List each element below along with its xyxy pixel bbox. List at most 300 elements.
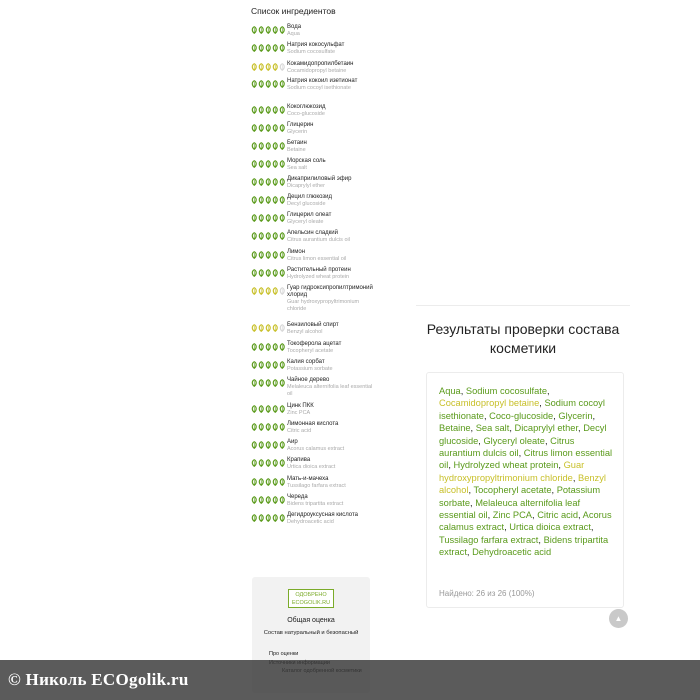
leaf-icon xyxy=(272,496,279,504)
rating-leaves xyxy=(251,44,287,52)
ingredient-item[interactable] xyxy=(251,158,376,176)
ingredient-text xyxy=(287,24,376,38)
ingredient-item[interactable] xyxy=(251,341,376,359)
ingredient-item[interactable] xyxy=(251,494,376,512)
leaf-icon xyxy=(258,459,265,467)
ingredient-item[interactable] xyxy=(251,476,376,494)
leaf-icon xyxy=(272,379,279,387)
ingredient-item[interactable] xyxy=(251,140,376,158)
rating-leaves xyxy=(251,459,287,467)
leaf-icon xyxy=(251,178,258,186)
ingredient-name-ru: Глицерил олеат xyxy=(287,212,332,218)
ingredient-name-latin: Potassium sorbate xyxy=(287,366,333,372)
ingredient-item[interactable] xyxy=(251,212,376,230)
ingredient-name-latin: Dehydroacetic acid xyxy=(287,519,334,525)
ingredient-name-latin: Glyceryl oleate xyxy=(287,219,324,225)
leaf-icon xyxy=(279,269,286,277)
ingredient-name-ru: Бензиловый спирт xyxy=(287,322,339,328)
leaf-icon xyxy=(265,441,272,449)
ingredient-name-ru: Чайное дерево xyxy=(287,377,330,383)
leaf-icon xyxy=(251,441,258,449)
ingredient-text xyxy=(287,61,376,75)
result-ingredient[interactable]: Hydrolyzed wheat protein xyxy=(453,460,559,471)
leaf-icon xyxy=(272,251,279,259)
result-ingredient[interactable]: Dicaprylyl ether xyxy=(514,423,579,434)
leaf-icon xyxy=(279,287,286,295)
result-ingredient[interactable]: Sodium cocoyl isethionate xyxy=(439,398,605,421)
leaf-icon xyxy=(279,496,286,504)
leaf-icon xyxy=(265,379,272,387)
link-about-ratings[interactable]: Про оценки xyxy=(269,651,299,657)
ingredient-item[interactable] xyxy=(251,359,376,377)
leaf-icon xyxy=(251,478,258,486)
leaf-icon xyxy=(272,232,279,240)
ingredient-text xyxy=(287,230,376,244)
leaf-icon xyxy=(251,361,258,369)
ingredient-item[interactable] xyxy=(251,194,376,212)
score-text: Состав натуральный и безопасный xyxy=(263,630,359,636)
ingredient-item[interactable] xyxy=(251,61,376,78)
leaf-icon xyxy=(251,232,258,240)
approved-badge xyxy=(288,589,334,608)
leaf-icon xyxy=(272,343,279,351)
divider xyxy=(416,305,630,306)
ingredient-name-latin: Sodium cocoyl isethionate xyxy=(287,85,351,91)
leaf-icon xyxy=(265,324,272,332)
ingredient-name-latin: Hydrolyzed wheat protein xyxy=(287,274,350,280)
ingredient-name-latin: Benzyl alcohol xyxy=(287,329,323,335)
leaf-icon xyxy=(258,232,265,240)
leaf-icon xyxy=(251,63,258,71)
result-ingredient[interactable]: Guar hydroxypropyltrimonium chloride xyxy=(439,460,585,483)
leaf-icon xyxy=(258,405,265,413)
leaf-icon xyxy=(279,514,286,522)
results-box xyxy=(426,372,624,608)
leaf-icon xyxy=(258,287,265,295)
ingredient-name-ru: Череда xyxy=(287,494,308,500)
result-ingredient[interactable]: Decyl glucoside xyxy=(439,423,607,446)
rating-leaves xyxy=(251,196,287,204)
ingredient-item[interactable] xyxy=(251,439,376,457)
leaf-icon xyxy=(258,478,265,486)
ingredient-name-ru: Натрия кокоил изетионат xyxy=(287,78,358,84)
leaf-icon xyxy=(279,405,286,413)
ingredient-text xyxy=(287,140,376,154)
watermark-text: © Николь ECOgolik.ru xyxy=(8,670,189,689)
rating-leaves xyxy=(251,63,287,71)
results-ingredients: Aqua, Sodium cocosulfate, Cocamidopropyl betaine, Sodium cocoyl isethionate, Coco-glucoside, Glycerin, Betaine, Sea salt, Dicaprylyl ether, Decyl glucoside, Glyceryl oleate, Citrus aurantium dulcis oil, Citrus limon essential oil, Hydrolyzed wheat protein, Guar hydroxypropyltrimonium chloride, Benzyl alcohol, Tocopheryl acetate, Potassium sorbate, Melaleuca alternifolia leaf essential oil, Zinc PCA, Citric acid, Acorus calamus extract, Urtica dioica extract, Tussilago farfara extract, Bidens tripartita extract, Dehydroacetic acid xyxy=(439,386,613,558)
leaf-icon xyxy=(272,106,279,114)
leaf-icon xyxy=(265,124,272,132)
rating-leaves xyxy=(251,160,287,168)
result-ingredient[interactable]: Benzyl alcohol xyxy=(439,472,606,496)
ingredient-name-latin: Aqua xyxy=(287,31,300,37)
leaf-icon xyxy=(258,80,265,88)
leaf-icon xyxy=(279,343,286,351)
result-ingredient[interactable]: Citrus aurantium dulcis oil xyxy=(439,435,575,459)
rating-leaves xyxy=(251,251,287,259)
leaf-icon xyxy=(265,63,272,71)
ingredient-name-latin: Citrus aurantium dulcis oil xyxy=(287,237,350,243)
leaf-icon xyxy=(258,269,265,277)
ingredient-item[interactable] xyxy=(251,24,376,42)
leaf-icon xyxy=(258,343,265,351)
leaf-icon xyxy=(279,160,286,168)
leaf-icon xyxy=(265,496,272,504)
ingredient-name-ru: Вода xyxy=(287,24,302,30)
leaf-icon xyxy=(258,196,265,204)
result-ingredient[interactable]: Cocamidopropyl betaine xyxy=(439,398,540,409)
ingredient-name-ru: Натрия кокосульфат xyxy=(287,42,345,48)
leaf-icon xyxy=(251,287,258,295)
leaf-icon xyxy=(272,142,279,150)
ingredient-name-ru: Растительный протеин xyxy=(287,267,351,273)
leaf-icon xyxy=(279,361,286,369)
result-ingredient[interactable]: Aqua xyxy=(439,386,461,396)
leaf-icon xyxy=(258,423,265,431)
leaf-icon xyxy=(251,26,258,34)
leaf-icon xyxy=(265,478,272,486)
ingredient-name-ru: Бетаин xyxy=(287,140,307,146)
ingredient-name-ru: Гуар гидроксипропилтримоний хлорид xyxy=(287,285,373,298)
leaf-icon xyxy=(279,124,286,132)
ingredient-name-ru: Дегидроуксусная кислота xyxy=(287,512,359,518)
leaf-icon xyxy=(251,251,258,259)
ingredient-name-ru: Морская соль xyxy=(287,158,326,164)
leaf-icon xyxy=(272,478,279,486)
rating-leaves xyxy=(251,514,287,522)
leaf-icon xyxy=(279,379,286,387)
leaf-icon xyxy=(272,160,279,168)
leaf-icon xyxy=(251,44,258,52)
leaf-icon xyxy=(265,26,272,34)
rating-leaves xyxy=(251,405,287,413)
rating-leaves xyxy=(251,80,287,88)
leaf-icon xyxy=(258,324,265,332)
leaf-icon xyxy=(272,423,279,431)
ingredient-text xyxy=(287,42,376,56)
leaf-icon xyxy=(258,251,265,259)
leaf-icon xyxy=(251,160,258,168)
ingredient-name-ru: Дикаприлиловый эфир xyxy=(287,176,352,182)
ingredient-text xyxy=(287,122,376,136)
rating-leaves xyxy=(251,26,287,34)
result-ingredient[interactable]: Tussilago farfara extract xyxy=(439,534,539,545)
leaf-icon xyxy=(279,44,286,52)
rating-leaves xyxy=(251,441,287,449)
ingredient-name-ru: Децил глюкозид xyxy=(287,194,332,200)
leaf-icon xyxy=(258,44,265,52)
leaf-icon xyxy=(265,80,272,88)
rating-leaves xyxy=(251,361,287,369)
result-ingredient[interactable]: Melaleuca alternifolia leaf essential oil xyxy=(439,497,581,521)
leaf-icon xyxy=(272,459,279,467)
rating-leaves xyxy=(251,324,287,332)
ingredient-item[interactable] xyxy=(251,42,376,61)
ingredient-item[interactable] xyxy=(251,230,376,249)
result-ingredient[interactable]: Zinc PCA xyxy=(492,510,533,521)
leaf-icon xyxy=(272,63,279,71)
ingredient-text xyxy=(287,322,376,336)
result-ingredient[interactable]: Bidens tripartita extract xyxy=(439,534,609,558)
leaf-icon xyxy=(251,214,258,222)
leaf-icon xyxy=(279,478,286,486)
leaf-icon xyxy=(272,269,279,277)
leaf-icon xyxy=(279,459,286,467)
rating-leaves xyxy=(251,379,287,387)
ingredient-name-ru: Аир xyxy=(287,439,298,445)
leaf-icon xyxy=(265,405,272,413)
rating-leaves xyxy=(251,232,287,240)
rating-leaves xyxy=(251,496,287,504)
ingredient-text xyxy=(287,439,376,453)
leaf-icon xyxy=(265,214,272,222)
ingredient-name-latin: Bidens tripartita extract xyxy=(287,501,344,507)
leaf-icon xyxy=(272,514,279,522)
ingredient-text xyxy=(287,377,376,398)
ingredient-text xyxy=(287,249,376,263)
rating-leaves xyxy=(251,142,287,150)
badge-line-2: ECOGOLIK.RU xyxy=(291,600,331,606)
leaf-icon xyxy=(279,63,286,71)
result-ingredient[interactable]: Betaine xyxy=(439,423,471,434)
ingredient-name-ru: Кокоглюкозид xyxy=(287,104,326,110)
ingredient-name-latin: Citrus limon essential oil xyxy=(287,256,347,262)
ingredient-item[interactable] xyxy=(251,403,376,421)
leaf-icon xyxy=(272,405,279,413)
leaf-icon xyxy=(272,214,279,222)
leaf-icon xyxy=(258,63,265,71)
leaf-icon xyxy=(265,178,272,186)
result-ingredient[interactable]: Sodium cocosulfate xyxy=(465,386,548,396)
leaf-icon xyxy=(258,160,265,168)
scroll-top-button[interactable] xyxy=(609,609,628,628)
found-count: Найдено: 26 из 26 (100%) xyxy=(439,589,535,598)
leaf-icon xyxy=(258,214,265,222)
ingredient-text xyxy=(287,158,376,172)
ingredients-title: Список ингредиентов xyxy=(251,6,336,16)
leaf-icon xyxy=(272,178,279,186)
ingredient-name-latin: Urtica dioica extract xyxy=(287,464,336,470)
badge-line-1: ОДОБРЕНО xyxy=(295,592,327,598)
ingredient-name-latin: Melaleuca alternifolia leaf essential oil xyxy=(287,384,373,397)
rating-leaves xyxy=(251,343,287,351)
ingredient-text xyxy=(287,176,376,190)
leaf-icon xyxy=(272,80,279,88)
ingredient-text xyxy=(287,359,376,373)
result-ingredient[interactable]: Glyceryl oleate xyxy=(483,435,545,446)
leaf-icon xyxy=(258,361,265,369)
rating-leaves xyxy=(251,178,287,186)
leaf-icon xyxy=(251,106,258,114)
ingredient-text xyxy=(287,285,376,313)
leaf-icon xyxy=(265,287,272,295)
ingredient-text xyxy=(287,212,376,226)
leaf-icon xyxy=(258,142,265,150)
result-ingredient[interactable]: Glycerin xyxy=(558,410,593,421)
ingredient-item[interactable] xyxy=(251,457,376,476)
leaf-icon xyxy=(265,251,272,259)
ingredient-name-latin: Betaine xyxy=(287,147,306,153)
leaf-icon xyxy=(279,142,286,150)
result-ingredient[interactable]: Sea salt xyxy=(475,423,510,434)
ingredient-name-latin: Decyl glucoside xyxy=(287,201,326,207)
leaf-icon xyxy=(265,232,272,240)
leaf-icon xyxy=(265,142,272,150)
arrow-up-icon: ▲ xyxy=(614,614,623,623)
ingredient-item[interactable] xyxy=(251,78,376,104)
result-ingredient[interactable]: Acorus calamus extract xyxy=(439,510,612,533)
results-title: Результаты проверки состава косметики xyxy=(426,321,620,356)
ingredient-item[interactable] xyxy=(251,176,376,194)
rating-leaves xyxy=(251,423,287,431)
leaf-icon xyxy=(251,496,258,504)
ingredient-name-ru: Токоферола ацетат xyxy=(287,341,342,347)
result-ingredient[interactable]: Tocopheryl acetate xyxy=(473,485,552,496)
leaf-icon xyxy=(258,379,265,387)
ingredient-text xyxy=(287,421,376,435)
ingredient-item[interactable] xyxy=(251,512,376,538)
leaf-icon xyxy=(258,514,265,522)
ingredient-item[interactable] xyxy=(251,421,376,439)
ingredient-name-ru: Мать-и-мачеха xyxy=(287,476,329,482)
ingredient-name-ru: Цинк ПКК xyxy=(287,403,314,409)
leaf-icon xyxy=(251,405,258,413)
leaf-icon xyxy=(279,441,286,449)
leaf-icon xyxy=(251,379,258,387)
leaf-icon xyxy=(251,80,258,88)
leaf-icon xyxy=(265,361,272,369)
ingredient-name-latin: Coco-glucoside xyxy=(287,111,325,117)
leaf-icon xyxy=(272,324,279,332)
rating-leaves xyxy=(251,106,287,114)
ingredient-name-latin: Sodium cocosulfate xyxy=(287,49,335,55)
leaf-icon xyxy=(279,251,286,259)
leaf-icon xyxy=(279,214,286,222)
leaf-icon xyxy=(265,106,272,114)
leaf-icon xyxy=(251,459,258,467)
ingredient-item[interactable] xyxy=(251,377,376,403)
ingredient-item[interactable] xyxy=(251,285,376,322)
ingredient-text xyxy=(287,476,376,490)
ingredient-name-latin: Sea salt xyxy=(287,165,307,171)
result-ingredient[interactable]: Citric acid xyxy=(537,510,578,521)
leaf-icon xyxy=(251,423,258,431)
ingredient-name-latin: Cocamidopropyl betaine xyxy=(287,68,347,74)
leaf-icon xyxy=(258,178,265,186)
leaf-icon xyxy=(251,343,258,351)
leaf-icon xyxy=(272,44,279,52)
rating-leaves xyxy=(251,478,287,486)
ingredient-name-latin: Glycerin xyxy=(287,129,308,135)
leaf-icon xyxy=(251,124,258,132)
leaf-icon xyxy=(279,423,286,431)
leaf-icon xyxy=(258,124,265,132)
ingredient-name-latin: Tussilago farfara extract xyxy=(287,483,346,489)
rating-leaves xyxy=(251,287,287,295)
result-ingredient[interactable]: Coco-glucoside xyxy=(489,410,554,421)
result-ingredient[interactable]: Dehydroacetic acid xyxy=(472,547,552,558)
ingredient-text xyxy=(287,457,376,471)
ingredient-name-ru: Кокамидопропилбетаин xyxy=(287,61,354,67)
ingredient-name-latin: Citric acid xyxy=(287,428,312,434)
leaf-icon xyxy=(251,196,258,204)
ingredient-text xyxy=(287,78,376,92)
ingredient-text xyxy=(287,403,376,417)
ingredient-item[interactable] xyxy=(251,249,376,267)
ingredient-name-latin: Tocopheryl acetate xyxy=(287,348,334,354)
leaf-icon xyxy=(272,196,279,204)
leaf-icon xyxy=(272,287,279,295)
ingredient-text xyxy=(287,267,376,281)
leaf-icon xyxy=(251,514,258,522)
rating-leaves xyxy=(251,124,287,132)
watermark-bar xyxy=(0,660,700,700)
leaf-icon xyxy=(251,324,258,332)
leaf-icon xyxy=(251,142,258,150)
result-ingredient[interactable]: Citrus limon essential oil xyxy=(439,448,613,471)
ingredient-name-ru: Лимонная кислота xyxy=(287,421,339,427)
leaf-icon xyxy=(258,26,265,34)
ingredient-item[interactable] xyxy=(251,122,376,140)
ingredient-name-latin: Dicaprylyl ether xyxy=(287,183,325,189)
leaf-icon xyxy=(279,26,286,34)
rating-leaves xyxy=(251,269,287,277)
ingredient-name-latin: Zinc PCA xyxy=(287,410,311,416)
ingredient-text xyxy=(287,104,376,118)
leaf-icon xyxy=(272,26,279,34)
ingredient-text xyxy=(287,494,376,508)
ingredient-name-ru: Калия сорбат xyxy=(287,359,325,365)
leaf-icon xyxy=(279,196,286,204)
ingredient-text xyxy=(287,512,376,526)
leaf-icon xyxy=(258,496,265,504)
leaf-icon xyxy=(258,441,265,449)
leaf-icon xyxy=(265,343,272,351)
ingredient-name-latin: Guar hydroxypropyltrimonium chloride xyxy=(287,299,360,312)
leaf-icon xyxy=(258,106,265,114)
ingredients-panel xyxy=(251,0,376,538)
leaf-icon xyxy=(279,178,286,186)
ingredient-item[interactable] xyxy=(251,104,376,122)
ingredient-item[interactable] xyxy=(251,322,376,341)
leaf-icon xyxy=(272,361,279,369)
leaf-icon xyxy=(265,269,272,277)
score-title: Общая оценка xyxy=(287,617,335,624)
result-ingredient[interactable]: Urtica dioica extract xyxy=(509,522,591,533)
ingredients-list xyxy=(251,24,376,538)
leaf-icon xyxy=(265,514,272,522)
leaf-icon xyxy=(265,459,272,467)
leaf-icon xyxy=(251,269,258,277)
ingredient-name-ru: Крапива xyxy=(287,457,311,463)
leaf-icon xyxy=(279,324,286,332)
ingredient-name-latin: Acorus calamus extract xyxy=(287,446,345,452)
leaf-icon xyxy=(279,232,286,240)
ingredient-name-ru: Лимон xyxy=(287,249,306,255)
leaf-icon xyxy=(265,423,272,431)
result-ingredient[interactable]: Potassium sorbate xyxy=(439,485,601,508)
leaf-icon xyxy=(279,106,286,114)
ingredient-text xyxy=(287,341,376,355)
leaf-icon xyxy=(272,441,279,449)
ingredient-name-ru: Апельсин сладкий xyxy=(287,230,339,236)
rating-leaves xyxy=(251,214,287,222)
ingredient-item[interactable] xyxy=(251,267,376,285)
ingredient-text xyxy=(287,194,376,208)
leaf-icon xyxy=(272,124,279,132)
leaf-icon xyxy=(265,160,272,168)
